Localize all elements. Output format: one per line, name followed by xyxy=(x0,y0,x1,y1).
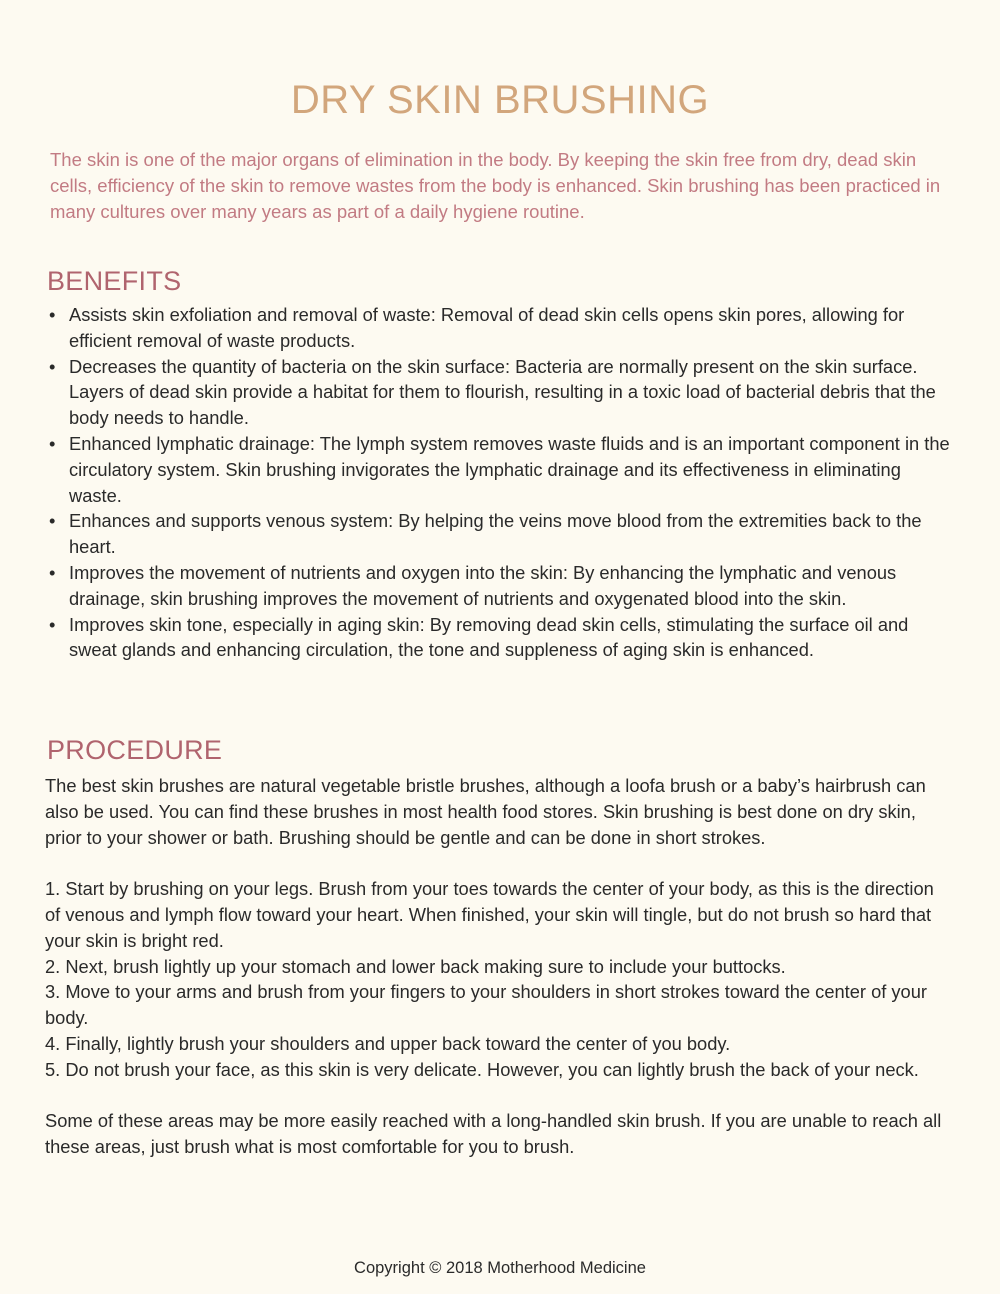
bullet-icon: • xyxy=(49,432,56,454)
paragraph-spacer xyxy=(45,1083,950,1109)
benefits-heading: BENEFITS xyxy=(47,266,182,296)
intro-paragraph: The skin is one of the major organs of elimination in the body. By keeping the skin free from dry, dead skin cells, efficiency of the skin to remove wastes from the body is enhanced. Skin brushing has been practiced in many cultures over many years as part of a daily hygiene routine. xyxy=(50,149,941,222)
benefit-item xyxy=(45,302,950,354)
procedure-heading: PROCEDURE xyxy=(47,735,223,765)
benefit-text: Improves skin tone, especially in aging skin: By removing dead skin cells, stimulating the surface oil and sweat glands and enhancing circulation, the tone and suppleness of aging skin is enhanced. xyxy=(69,613,909,661)
page-title: DRY SKIN BRUSHING xyxy=(290,78,710,122)
procedure-intro: The best skin brushes are natural vegetable bristle brushes, although a loofa brush or a baby’s hairbrush can also be used. You can find these brushes in most health food stores. Skin brushing is best done on dry skin, prior to your shower or bath. Brushing should be gentle and can be done in short strokes. xyxy=(45,775,926,848)
procedure-step: 5. Do not brush your face, as this skin is very delicate. However, you can lightly brush the back of your neck. xyxy=(45,1058,919,1080)
procedure-step: 3. Move to your arms and brush from your fingers to your shoulders in short strokes toward the center of your body. xyxy=(45,981,927,1029)
benefit-text: Decreases the quantity of bacteria on the skin surface: Bacteria are normally present on the skin surface. Layers of dead skin provide a habitat for them to flourish, resulting in a toxic load of bacterial debris that the body needs to handle. xyxy=(69,355,936,429)
procedure-step: 1. Start by brushing on your legs. Brush from your toes towards the center of your body, as this is the direction of venous and lymph flow toward your heart. When finished, your skin will tingle, but do not brush so hard that your skin is bright red. xyxy=(45,878,934,951)
benefit-item xyxy=(45,612,950,664)
benefit-text: Enhanced lymphatic drainage: The lymph system removes waste fluids and is an important component in the circulatory system. Skin brushing invigorates the lymphatic drainage and its effectiveness in eliminating waste. xyxy=(69,432,950,506)
procedure-body xyxy=(45,773,950,1160)
benefit-item xyxy=(45,508,950,560)
bullet-icon: • xyxy=(49,561,56,583)
paragraph-spacer xyxy=(45,850,950,876)
bullet-icon: • xyxy=(49,613,56,635)
copyright-footer: Copyright © 2018 Motherhood Medicine xyxy=(354,1259,646,1277)
bullet-icon: • xyxy=(49,510,56,532)
benefit-item xyxy=(45,431,950,508)
procedure-step: 2. Next, brush lightly up your stomach and lower back making sure to include your buttocks. xyxy=(45,955,786,977)
benefit-text: Enhances and supports venous system: By helping the veins move blood from the extremities back to the heart. xyxy=(69,510,922,558)
benefit-item xyxy=(45,354,950,431)
procedure-closing: Some of these areas may be more easily reached with a long-handled skin brush. If you are unable to reach all these areas, just brush what is most comfortable for you to brush. xyxy=(45,1110,942,1158)
bullet-icon: • xyxy=(49,304,56,325)
benefit-item xyxy=(45,560,950,612)
bullet-icon: • xyxy=(49,355,56,377)
procedure-step: 4. Finally, lightly brush your shoulders and upper back toward the center of you body. xyxy=(45,1032,731,1054)
benefit-text: Assists skin exfoliation and removal of waste: Removal of dead skin cells opens skin pores, allowing for efficient removal of waste products. xyxy=(69,304,905,351)
benefits-list xyxy=(45,302,950,663)
benefit-text: Improves the movement of nutrients and oxygen into the skin: By enhancing the lymphatic and venous drainage, skin brushing improves the movement of nutrients and oxygenated blood into the skin. xyxy=(69,561,897,609)
